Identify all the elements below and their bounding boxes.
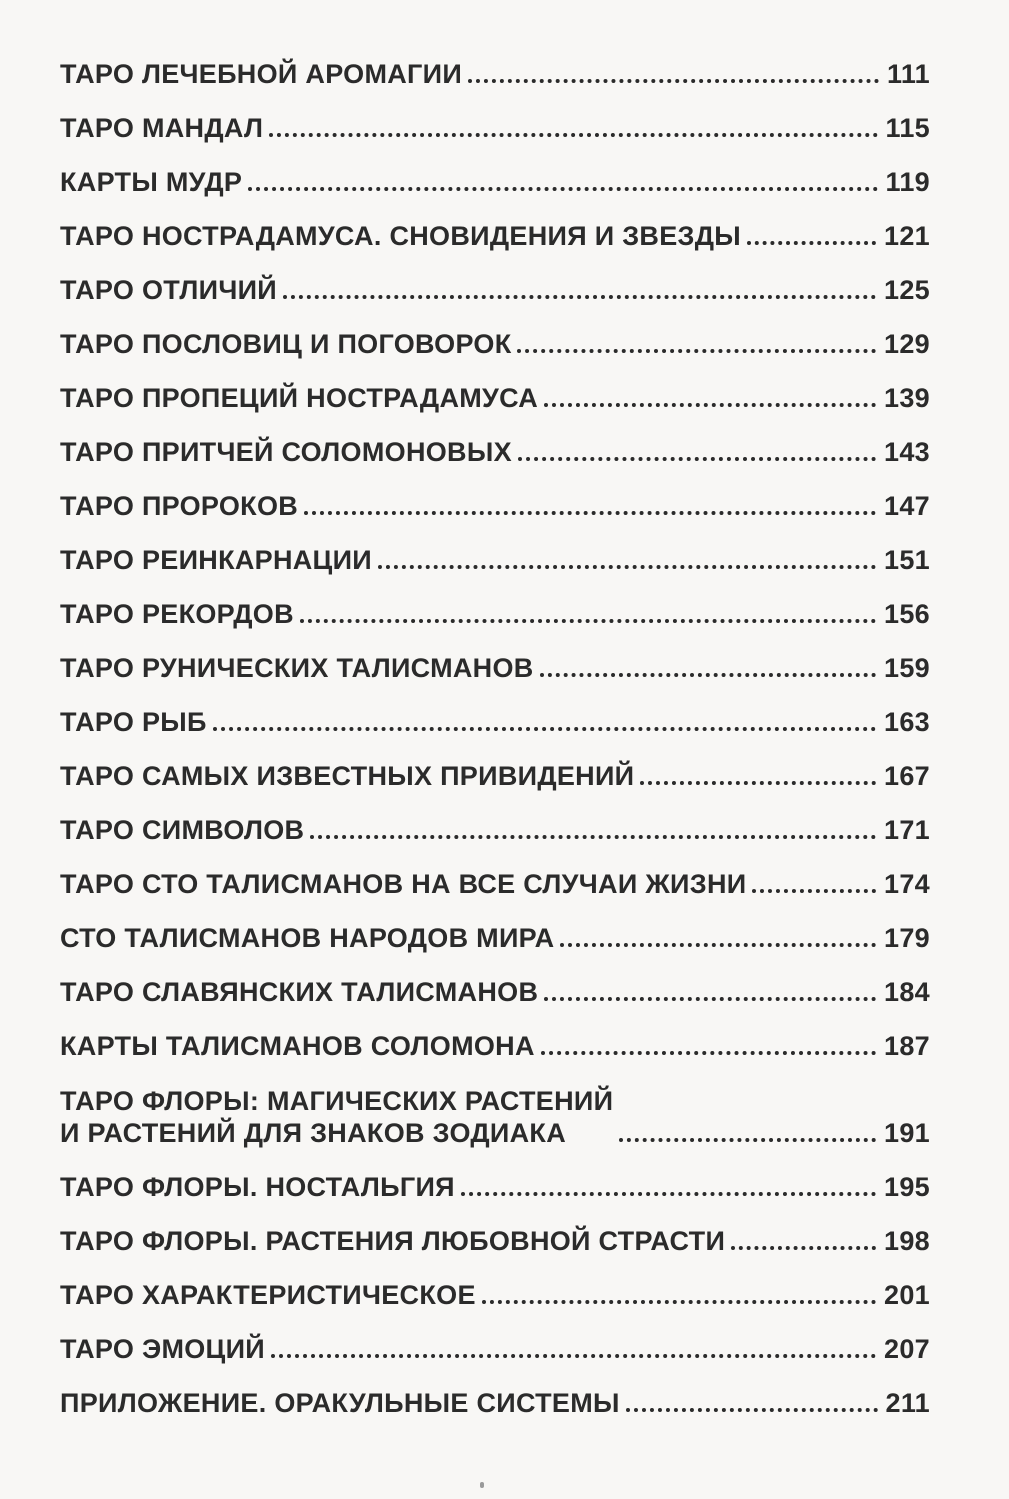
toc-entry-page: 119 — [885, 167, 930, 197]
toc-entry — [60, 102, 930, 156]
toc-entry — [60, 1377, 930, 1431]
toc-entry-title: ТАРО СЛАВЯНСКИХ ТАЛИСМАНОВ — [60, 977, 539, 1007]
toc-entry-title: ТАРО ПРИТЧЕЙ СОЛОМОНОВЫХ — [60, 437, 512, 467]
toc-entry-page: 211 — [885, 1388, 930, 1418]
dot-leader — [752, 889, 876, 893]
toc-entry-title: СТО ТАЛИСМАНОВ НАРОДОВ МИРА — [60, 923, 555, 953]
toc-entry — [60, 1215, 930, 1269]
toc-entry — [60, 426, 930, 480]
toc-entry-page: 151 — [884, 545, 930, 575]
toc-entry — [60, 210, 930, 264]
toc-entry-page: 156 — [884, 599, 930, 629]
toc-entry-title: ТАРО ХАРАКТЕРИСТИЧЕСКОЕ — [60, 1280, 476, 1310]
toc-entry-title: КАРТЫ МУДР — [60, 167, 243, 197]
toc-entry-title: ТАРО ПРОРОКОВ — [60, 491, 299, 521]
page-edge-mark — [480, 1482, 484, 1488]
toc-entry-page: 171 — [884, 815, 930, 845]
dot-leader — [304, 511, 876, 515]
toc-entry — [60, 318, 930, 372]
toc-entry — [60, 372, 930, 426]
toc-entry-page: 125 — [884, 275, 930, 305]
toc-entry — [60, 642, 930, 696]
toc-entry-page: 187 — [884, 1031, 930, 1061]
toc-entry-page: 207 — [884, 1334, 930, 1364]
dot-leader — [747, 241, 876, 245]
toc-entry-page: 167 — [884, 761, 930, 791]
toc-entry-title: ТАРО РУНИЧЕСКИХ ТАЛИСМАНОВ — [60, 653, 534, 683]
toc-entry-page: 121 — [884, 221, 930, 251]
toc-entry-title: ТАРО РЫБ — [60, 707, 207, 737]
dot-leader — [283, 295, 876, 299]
toc-entry-page: 159 — [884, 653, 930, 683]
toc-entry-title: ТАРО ФЛОРЫ. РАСТЕНИЯ ЛЮБОВНОЙ СТРАСТИ — [60, 1226, 726, 1256]
toc-entry — [60, 1020, 930, 1074]
toc-entry — [60, 264, 930, 318]
dot-leader — [378, 565, 876, 569]
toc-entry-page: 111 — [887, 59, 930, 89]
dot-leader — [560, 943, 876, 947]
toc-entry-page: 195 — [884, 1172, 930, 1202]
toc-entry — [60, 1323, 930, 1377]
toc-entry — [60, 858, 930, 912]
toc-entry-title: ТАРО САМЫХ ИЗВЕСТНЫХ ПРИВИДЕНИЙ — [60, 761, 635, 791]
toc-entry-title: ТАРО ФЛОРЫ: МАГИЧЕСКИХ РАСТЕНИЙ И РАСТЕНИЙ ДЛЯ ЗНАКОВ ЗОДИАКА — [60, 1086, 614, 1148]
toc-entry — [60, 750, 930, 804]
dot-leader — [482, 1300, 876, 1304]
toc-entry — [60, 480, 930, 534]
dot-leader — [310, 835, 876, 839]
toc-entry — [60, 588, 930, 642]
toc-entry — [60, 1074, 930, 1161]
toc-entry-title: ПРИЛОЖЕНИЕ. ОРАКУЛЬНЫЕ СИСТЕМЫ — [60, 1388, 620, 1418]
toc-entry-title: ТАРО ЭМОЦИЙ — [60, 1334, 265, 1364]
toc-entry — [60, 534, 930, 588]
toc-entry-title: ТАРО ПРОПЕЦИЙ НОСТРАДАМУСА — [60, 383, 539, 413]
toc-entry-title: ТАРО РЕИНКАРНАЦИИ — [60, 545, 372, 575]
toc-entry-title: ТАРО ПОСЛОВИЦ И ПОГОВОРОК — [60, 329, 512, 359]
toc-entry-title: ТАРО ЛЕЧЕБНОЙ АРОМАГИИ — [60, 59, 463, 89]
toc-entry-title: ТАРО ФЛОРЫ. НОСТАЛЬГИЯ — [60, 1172, 455, 1202]
dot-leader — [461, 1192, 876, 1196]
table-of-contents — [60, 48, 930, 1431]
toc-entry-title: ТАРО НОСТРАДАМУСА. СНОВИДЕНИЯ И ЗВЕЗДЫ — [60, 221, 742, 251]
toc-entry-page: 115 — [885, 113, 930, 143]
toc-entry-title: ТАРО МАНДАЛ — [60, 113, 264, 143]
toc-entry — [60, 156, 930, 210]
toc-entry-title: КАРТЫ ТАЛИСМАНОВ СОЛОМОНА — [60, 1031, 535, 1061]
toc-entry-title: ТАРО РЕКОРДОВ — [60, 599, 294, 629]
toc-entry-page: 201 — [884, 1280, 930, 1310]
dot-leader — [541, 1051, 876, 1055]
dot-leader — [731, 1246, 876, 1250]
toc-entry — [60, 48, 930, 102]
toc-entry-page: 184 — [884, 977, 930, 1007]
dot-leader — [619, 1138, 876, 1142]
toc-entry-page: 129 — [884, 329, 930, 359]
toc-entry-title: ТАРО СТО ТАЛИСМАНОВ НА ВСЕ СЛУЧАИ ЖИЗНИ — [60, 869, 747, 899]
toc-entry — [60, 1161, 930, 1215]
toc-entry-page: 139 — [884, 383, 930, 413]
toc-entry-page: 174 — [884, 869, 930, 899]
dot-leader — [518, 457, 876, 461]
dot-leader — [640, 781, 876, 785]
toc-entry — [60, 912, 930, 966]
toc-entry-page: 163 — [884, 707, 930, 737]
dot-leader — [300, 619, 876, 623]
dot-leader — [517, 349, 876, 353]
toc-entry-page: 147 — [884, 491, 930, 521]
dot-leader — [544, 403, 876, 407]
dot-leader — [468, 79, 879, 83]
toc-entry — [60, 804, 930, 858]
toc-entry — [60, 696, 930, 750]
toc-entry-title: ТАРО ОТЛИЧИЙ — [60, 275, 278, 305]
toc-entry — [60, 1269, 930, 1323]
dot-leader — [269, 133, 877, 137]
toc-entry-title: ТАРО СИМВОЛОВ — [60, 815, 305, 845]
dot-leader — [213, 727, 876, 731]
dot-leader — [626, 1408, 878, 1412]
toc-entry-page: 198 — [884, 1226, 930, 1256]
toc-entry-page: 179 — [884, 923, 930, 953]
toc-entry — [60, 966, 930, 1020]
toc-entry-page: 191 — [884, 1118, 930, 1148]
dot-leader — [248, 187, 877, 191]
dot-leader — [271, 1354, 876, 1358]
dot-leader — [540, 673, 876, 677]
toc-entry-page: 143 — [884, 437, 930, 467]
dot-leader — [544, 997, 876, 1001]
